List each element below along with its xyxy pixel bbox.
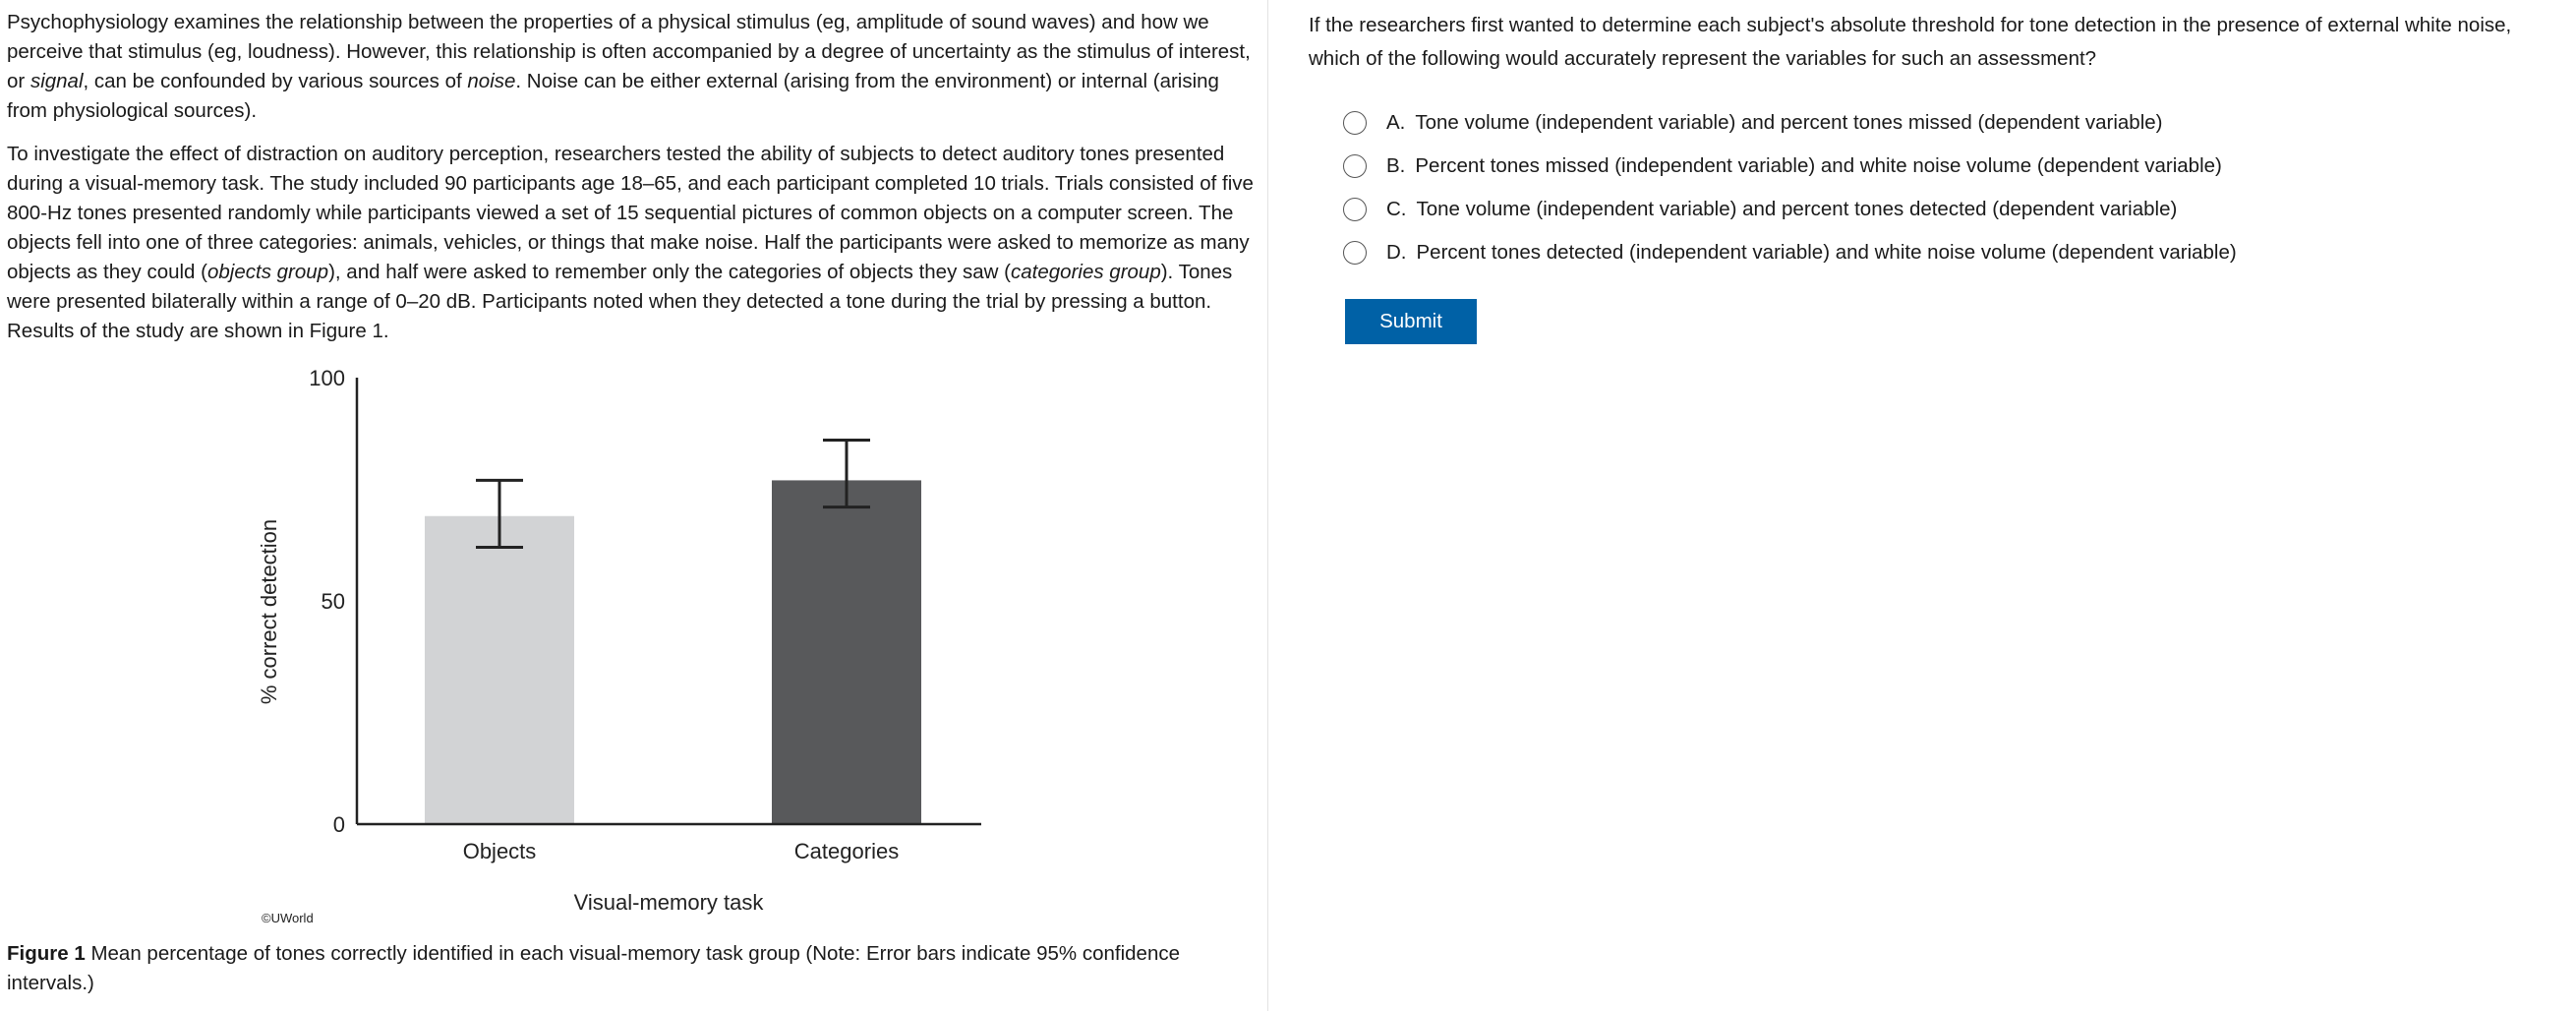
text-run: To investigate the effect of distraction on auditory perception, researchers tested the ability of subjects to detect auditory tones presented during a visual-memory task. The study included 90 participants age 18–65, and each participant completed 10 trials. Trials consisted of five 800-Hz tones presented randomly while participants viewed a set of 15 sequential pictures of common objects on a computer screen. The objects fell into one of three categories: animals, vehicles, or things that make noise. Half the participants were asked to memorize as many objects as they could ( (7, 143, 1254, 283)
italic-term: categories group (1011, 261, 1161, 283)
copyright-notice: ©UWorld (262, 911, 314, 925)
choice-text-a: Tone volume (independent variable) and percent tones missed (dependent variable) (1415, 111, 2163, 134)
x-tick-label: Objects (462, 839, 537, 863)
italic-term: objects group (206, 261, 329, 283)
question-pane (1269, 0, 2576, 1011)
text-run: ), and half were asked to remember only the categories of objects they saw ( (328, 261, 1012, 283)
passage-paragraph-2 (7, 140, 1256, 346)
submit-button[interactable]: Submit (1345, 299, 1477, 344)
italic-term: signal (29, 70, 84, 92)
answer-choices (1343, 101, 2562, 274)
figure-caption-text: Mean percentage of tones correctly identified in each visual-memory task group (Note: Error bars indicate 95% confidence intervals.) (7, 942, 1181, 994)
choice-text-d: Percent tones detected (independent variable) and white noise volume (dependent variable) (1416, 241, 2237, 264)
text-run: ). Tones were presented bilaterally within a range of 0–20 dB. Participants noted when they detected a tone during the trial by pressing a button. Results of the study are shown in Figure 1. (7, 261, 1233, 342)
radio-button-c[interactable] (1343, 198, 1367, 221)
choice-letter-a: A. (1386, 111, 1406, 134)
passage-pane (0, 0, 1268, 1011)
radio-button-a[interactable] (1343, 111, 1367, 135)
x-tick-label: Categories (793, 839, 900, 863)
y-tick-label: 100 (309, 366, 345, 390)
choice-b[interactable] (1343, 145, 2562, 188)
x-axis-title: Visual-memory task (573, 890, 764, 915)
y-tick-label: 0 (332, 812, 345, 837)
text-run: Psychophysiology examines the relationship between the properties of a physical stimulus (eg, amplitude of sound waves) and how we perceive that stimulus (eg, loudness). However, this relationship is often accompanied by a degree of uncertainty as the stimulus of interest, or (7, 11, 1251, 92)
choice-c[interactable] (1343, 188, 2562, 231)
choice-text-b: Percent tones missed (independent variable) and white noise volume (dependent variable) (1415, 154, 2222, 177)
choice-text-c: Tone volume (independent variable) and percent tones detected (dependent variable) (1416, 198, 2178, 220)
bar-objects (425, 516, 574, 824)
passage-paragraph-1 (7, 8, 1256, 126)
text-run: , can be confounded by various sources of (83, 70, 468, 92)
y-axis-title: % correct detection (257, 518, 281, 705)
figure-caption-label: Figure 1 (7, 942, 86, 965)
bar-chart (226, 354, 1013, 934)
text-run: . Noise can be either external (arising from the environment) or internal (arising from physiological sources). (7, 70, 1219, 122)
choice-a[interactable] (1343, 101, 2562, 145)
question-stem: If the researchers first wanted to determine each subject's absolute threshold for tone detection in the presence of external white noise, which of the following would accurately represent the variables for such an assessment? (1309, 14, 2512, 70)
y-tick-label: 50 (321, 589, 345, 614)
radio-button-b[interactable] (1343, 154, 1367, 178)
choice-letter-b: B. (1386, 154, 1406, 177)
bar-categories (772, 480, 921, 824)
figure-1 (226, 354, 1013, 934)
italic-term: noise (467, 70, 516, 92)
choice-letter-c: C. (1386, 198, 1407, 220)
radio-button-d[interactable] (1343, 241, 1367, 265)
figure-caption (7, 939, 1256, 998)
choice-d[interactable] (1343, 231, 2562, 274)
choice-letter-d: D. (1386, 241, 1407, 264)
